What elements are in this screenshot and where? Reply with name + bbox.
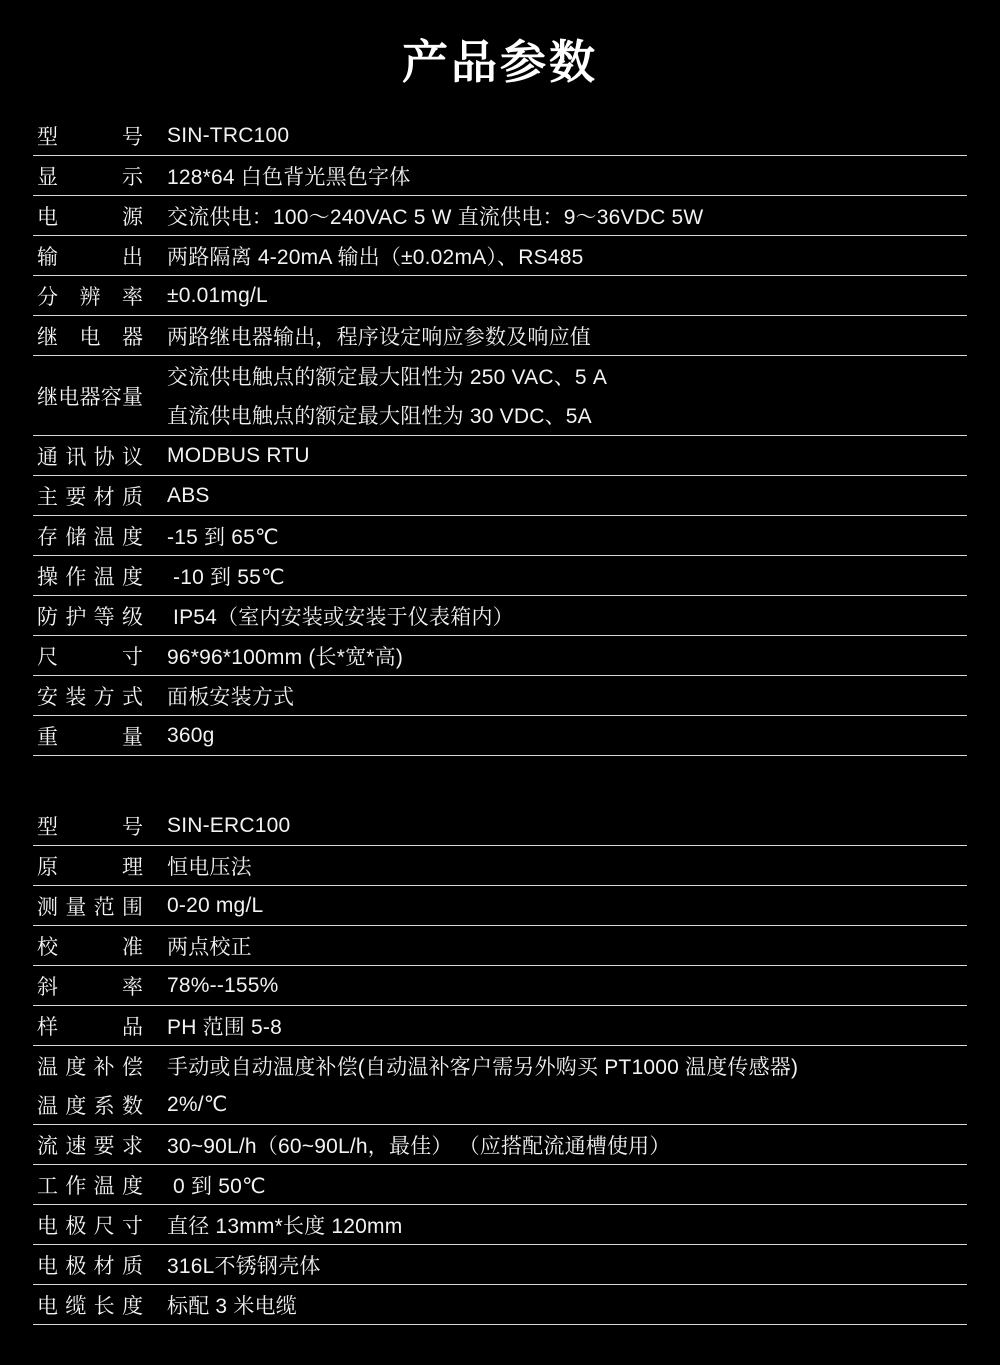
spec-row-model (33, 806, 967, 846)
spec-row-display (33, 156, 967, 196)
spec-label: 防护等级 (37, 605, 143, 629)
spec-row-protocol (33, 436, 967, 476)
spec-value: 30~90L/h（60~90L/h，最佳） （应搭配流通槽使用） (167, 1134, 671, 1158)
spec-value: ±0.01mg/L (167, 283, 268, 307)
spec-value: 标配 3 米电缆 (167, 1294, 297, 1318)
spec-row-electrode-size (33, 1205, 967, 1245)
spec-row-storage-temp (33, 516, 967, 556)
spec-value: 316L不锈钢壳体 (167, 1254, 321, 1278)
spec-label: 分辨率 (37, 285, 143, 309)
spec-row-material (33, 476, 967, 516)
spec-value: 直径 13mm*长度 120mm (167, 1214, 403, 1238)
spec-row-temp-coefficient (33, 1085, 967, 1125)
spec-value: SIN-ERC100 (167, 813, 291, 837)
spec-label: 工作温度 (37, 1174, 143, 1198)
spec-label: 校准 (37, 935, 143, 959)
spec-label: 温度系数 (37, 1094, 143, 1118)
spec-label: 温度补偿 (37, 1055, 143, 1079)
spec-label: 原理 (37, 855, 143, 879)
spec-label: 存储温度 (37, 525, 143, 549)
spec-value: 78%--155% (167, 973, 279, 997)
spec-table-sin-trc100 (33, 116, 967, 756)
spec-value: 手动或自动温度补偿(自动温补客户需另外购买 PT1000 温度传感器) (167, 1055, 799, 1079)
spec-label: 尺寸 (37, 645, 143, 669)
spec-value: IP54（室内安装或安装于仪表箱内） (167, 605, 514, 629)
spec-row-flow-rate (33, 1125, 967, 1165)
spec-row-principle (33, 846, 967, 886)
spec-value: 恒电压法 (167, 855, 252, 879)
spec-row-model (33, 116, 967, 156)
spec-value: 0 到 50℃ (167, 1174, 266, 1198)
spec-row-resolution (33, 276, 967, 316)
spec-row-sample (33, 1006, 967, 1046)
spec-row-relay (33, 316, 967, 356)
spec-value: 交流供电：100～240VAC 5 W 直流供电：9～36VDC 5W (167, 205, 704, 229)
spec-row-protection (33, 596, 967, 636)
spec-label: 电源 (37, 205, 143, 229)
spec-table-sin-erc100 (33, 806, 967, 1325)
page-title: 产品参数 (402, 36, 598, 88)
spec-label: 操作温度 (37, 565, 143, 589)
page-header (0, 0, 1000, 116)
spec-label: 电缆长度 (37, 1294, 143, 1318)
spec-label: 型号 (37, 815, 143, 839)
spec-value: 128*64 白色背光黑色字体 (167, 165, 411, 189)
spec-row-range (33, 886, 967, 926)
spec-label: 测量范围 (37, 895, 143, 919)
spec-row-output (33, 236, 967, 276)
spec-value: -10 到 55℃ (167, 565, 285, 589)
spec-row-slope (33, 966, 967, 1006)
spec-value: PH 范围 5-8 (167, 1015, 282, 1039)
spec-value: SIN-TRC100 (167, 123, 290, 147)
spec-value: 360g (167, 723, 215, 747)
spec-value: 两路隔离 4-20mA 输出（±0.02mA）、RS485 (167, 245, 584, 269)
spec-value: 0-20 mg/L (167, 893, 264, 917)
spec-label: 继电器容量 (37, 385, 143, 409)
spec-row-relay-capacity (33, 356, 967, 436)
spec-row-cable-length (33, 1285, 967, 1325)
spec-value-line: 直流供电触点的额定最大阻性为 30 VDC、5A (167, 405, 592, 428)
spec-value: 2%/℃ (167, 1093, 228, 1116)
spec-value: MODBUS RTU (167, 443, 310, 467)
spec-value: 96*96*100mm (长*宽*高) (167, 645, 404, 669)
spec-value: -15 到 65℃ (167, 525, 279, 549)
spec-label: 继电器 (37, 325, 143, 349)
spec-value: 面板安装方式 (167, 685, 295, 709)
spec-label: 电极尺寸 (37, 1214, 143, 1238)
spec-value: 两路继电器输出，程序设定响应参数及响应值 (167, 325, 591, 349)
spec-row-mounting (33, 676, 967, 716)
spec-label: 流速要求 (37, 1134, 143, 1158)
spec-row-power (33, 196, 967, 236)
spec-label: 斜率 (37, 975, 143, 999)
spec-row-weight (33, 716, 967, 756)
spec-row-working-temp (33, 1165, 967, 1205)
spec-label: 通讯协议 (37, 445, 143, 469)
spec-label: 电极材质 (37, 1254, 143, 1278)
spec-label: 样品 (37, 1015, 143, 1039)
spec-label: 显示 (37, 165, 143, 189)
spec-label: 型号 (37, 125, 143, 149)
spec-value: 两点校正 (167, 935, 252, 959)
spec-label: 主要材质 (37, 485, 143, 509)
spec-value: ABS (167, 483, 210, 507)
spec-row-electrode-material (33, 1245, 967, 1285)
spec-row-dimensions (33, 636, 967, 676)
spec-row-calibration (33, 926, 967, 966)
spec-label: 安装方式 (37, 685, 143, 709)
spec-label: 重量 (37, 725, 143, 749)
spec-label: 输出 (37, 245, 143, 269)
spec-row-temp-compensation (33, 1046, 967, 1085)
spec-value-group (143, 357, 607, 435)
spec-value-line: 交流供电触点的额定最大阻性为 250 VAC、5 A (167, 366, 608, 389)
spec-row-operating-temp (33, 556, 967, 596)
